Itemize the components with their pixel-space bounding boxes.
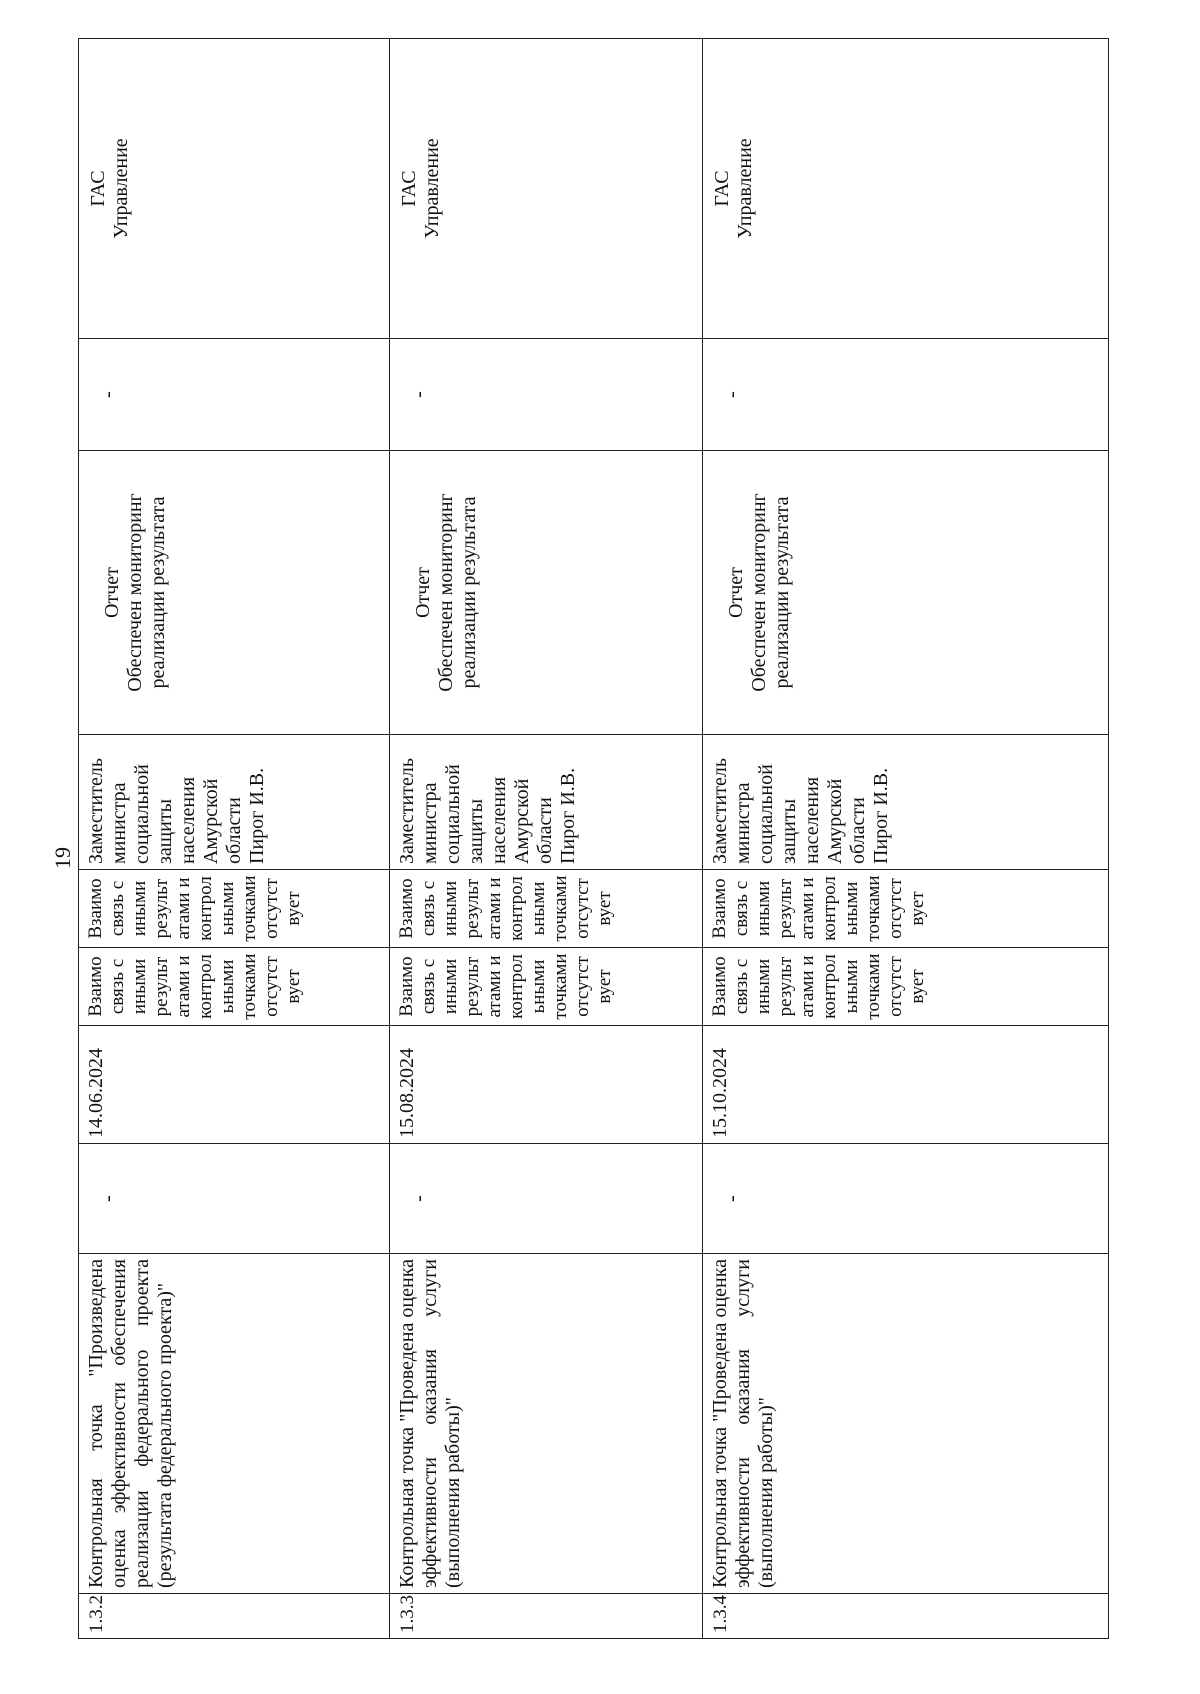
document-cell [79, 451, 390, 735]
deadline-date: 15.08.2024 [390, 1026, 703, 1144]
relation-previous: Взаимосвязь с иными результатами и контрольными точками отсутствует [390, 948, 703, 1026]
document-type: Отчет [101, 567, 123, 618]
row-number: 1.3.4 [703, 1594, 1109, 1639]
deadline-date: 15.10.2024 [703, 1026, 1109, 1144]
extra-cell: - [703, 339, 1109, 451]
system-name: ГАС [398, 170, 420, 207]
system-section: Управление [110, 138, 132, 239]
control-point-name: Контрольная точка "Произведена оценка эффективности обеспечения реализации федерального проекта (результата федерального проекта)" [79, 1254, 390, 1594]
table-row [79, 39, 390, 1639]
relation-previous: Взаимосвязь с иными результатами и контрольными точками отсутствует [79, 948, 390, 1026]
previous-date: - [703, 1144, 1109, 1254]
control-point-name: Контрольная точка "Проведена оценка эффективности оказания услуги (выполнения работы)" [390, 1254, 703, 1594]
document-description: Обеспечен мониторинг реализации результата [124, 493, 169, 692]
table-row [390, 39, 703, 1639]
table-row [703, 39, 1109, 1639]
previous-date: - [79, 1144, 390, 1254]
system-section: Управление [734, 138, 756, 239]
system-section: Управление [421, 138, 443, 239]
responsible-person: Заместитель министра социальной защиты населения Амурской области Пирог И.В. [79, 735, 390, 870]
control-point-name: Контрольная точка "Проведена оценка эффективности оказания услуги (выполнения работы)" [703, 1254, 1109, 1594]
row-number: 1.3.3 [390, 1594, 703, 1639]
relation-next: Взаимосвязь с иными результатами и контрольными точками отсутствует [703, 870, 1109, 948]
document-cell [703, 451, 1109, 735]
relation-previous: Взаимосвязь с иными результатами и контрольными точками отсутствует [703, 948, 1109, 1026]
relation-next: Взаимосвязь с иными результатами и контрольными точками отсутствует [390, 870, 703, 948]
control-points-table [78, 38, 1109, 1639]
document-cell [390, 451, 703, 735]
responsible-person: Заместитель министра социальной защиты населения Амурской области Пирог И.В. [390, 735, 703, 870]
system-name: ГАС [87, 170, 109, 207]
extra-cell: - [390, 339, 703, 451]
document-type: Отчет [725, 567, 747, 618]
page-number: 19 [50, 847, 75, 869]
row-number: 1.3.2 [79, 1594, 390, 1639]
responsible-person: Заместитель министра социальной защиты населения Амурской области Пирог И.В. [703, 735, 1109, 870]
system-cell [703, 39, 1109, 339]
document-description: Обеспечен мониторинг реализации результата [748, 493, 793, 692]
extra-cell: - [79, 339, 390, 451]
previous-date: - [390, 1144, 703, 1254]
relation-next: Взаимосвязь с иными результатами и контрольными точками отсутствует [79, 870, 390, 948]
system-name: ГАС [711, 170, 733, 207]
deadline-date: 14.06.2024 [79, 1026, 390, 1144]
system-cell [390, 39, 703, 339]
document-type: Отчет [412, 567, 434, 618]
document-description: Обеспечен мониторинг реализации результата [435, 493, 480, 692]
system-cell [79, 39, 390, 339]
